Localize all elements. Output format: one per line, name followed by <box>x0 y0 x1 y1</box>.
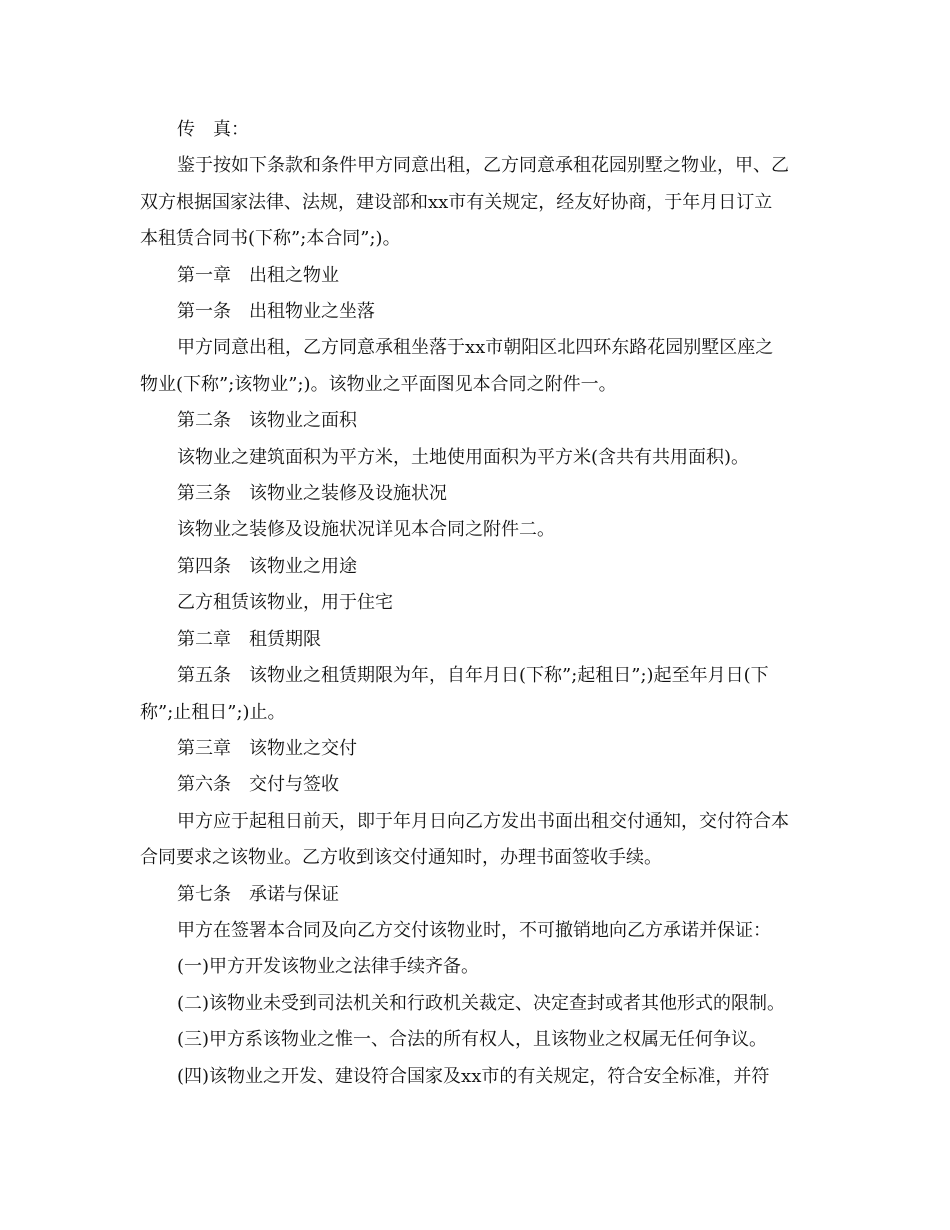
article-3-title: 第三条 该物业之装修及设施状况 <box>177 483 447 505</box>
article-7-title: 第七条 承诺与保证 <box>177 883 339 905</box>
preamble-line-3: 本租赁合同书(下称”;本合同”;)。 <box>140 228 401 250</box>
document-body <box>140 112 810 1095</box>
fax-line: 传 真： <box>177 119 249 140</box>
article-4-text: 乙方租赁该物业，用于住宅 <box>177 592 393 614</box>
article-6-text-2: 合同要求之该物业。乙方收到该交付通知时，办理书面签收手续。 <box>140 847 662 869</box>
article-4-title: 第四条 该物业之用途 <box>177 555 357 577</box>
article-3-text: 该物业之装修及设施状况详见本合同之附件二。 <box>177 519 555 541</box>
preamble-line-1: 鉴于按如下条款和条件甲方同意出租，乙方同意承租花园别墅之物业，甲、乙 <box>177 155 789 177</box>
article-2-title: 第二条 该物业之面积 <box>177 410 357 432</box>
article-7-item-3: (三)甲方系该物业之惟一、合法的所有权人，且该物业之权属无任何争议。 <box>177 1029 768 1051</box>
article-2-text: 该物业之建筑面积为平方米，土地使用面积为平方米(含共有共用面积)。 <box>177 446 750 468</box>
chapter-3-title: 第三章 该物业之交付 <box>177 737 357 759</box>
article-7-item-1: (一)甲方开发该物业之法律手续齐备。 <box>177 956 480 978</box>
article-6-title: 第六条 交付与签收 <box>177 774 339 796</box>
article-1-text-1: 甲方同意出租，乙方同意承租坐落于xx市朝阳区北四环东路花园别墅区座之 <box>177 337 774 359</box>
chapter-2-title: 第二章 租赁期限 <box>177 628 321 650</box>
article-7-item-2: (二)该物业未受到司法机关和行政机关裁定、决定查封或者其他形式的限制。 <box>177 992 786 1014</box>
article-1-text-2: 物业(下称”;该物业”;)。该物业之平面图见本合同之附件一。 <box>140 373 617 395</box>
article-5-text-1: 第五条 该物业之租赁期限为年，自年月日(下称”;起租日”;)起至年月日(下 <box>177 665 769 687</box>
article-7-item-4: (四)该物业之开发、建设符合国家及xx市的有关规定，符合安全标准，并符 <box>177 1065 770 1087</box>
article-5-text-2: 称”;止租日”;)止。 <box>140 701 286 723</box>
article-6-text-1: 甲方应于起租日前天，即于年月日向乙方发出书面出租交付通知，交付符合本 <box>177 810 789 832</box>
chapter-1-title: 第一章 出租之物业 <box>177 264 339 286</box>
article-1-title: 第一条 出租物业之坐落 <box>177 301 375 323</box>
preamble-line-2: 双方根据国家法律、法规，建设部和xx市有关规定，经友好协商，于年月日订立 <box>140 191 773 213</box>
article-7-intro: 甲方在签署本合同及向乙方交付该物业时，不可撤销地向乙方承诺并保证： <box>177 919 771 941</box>
